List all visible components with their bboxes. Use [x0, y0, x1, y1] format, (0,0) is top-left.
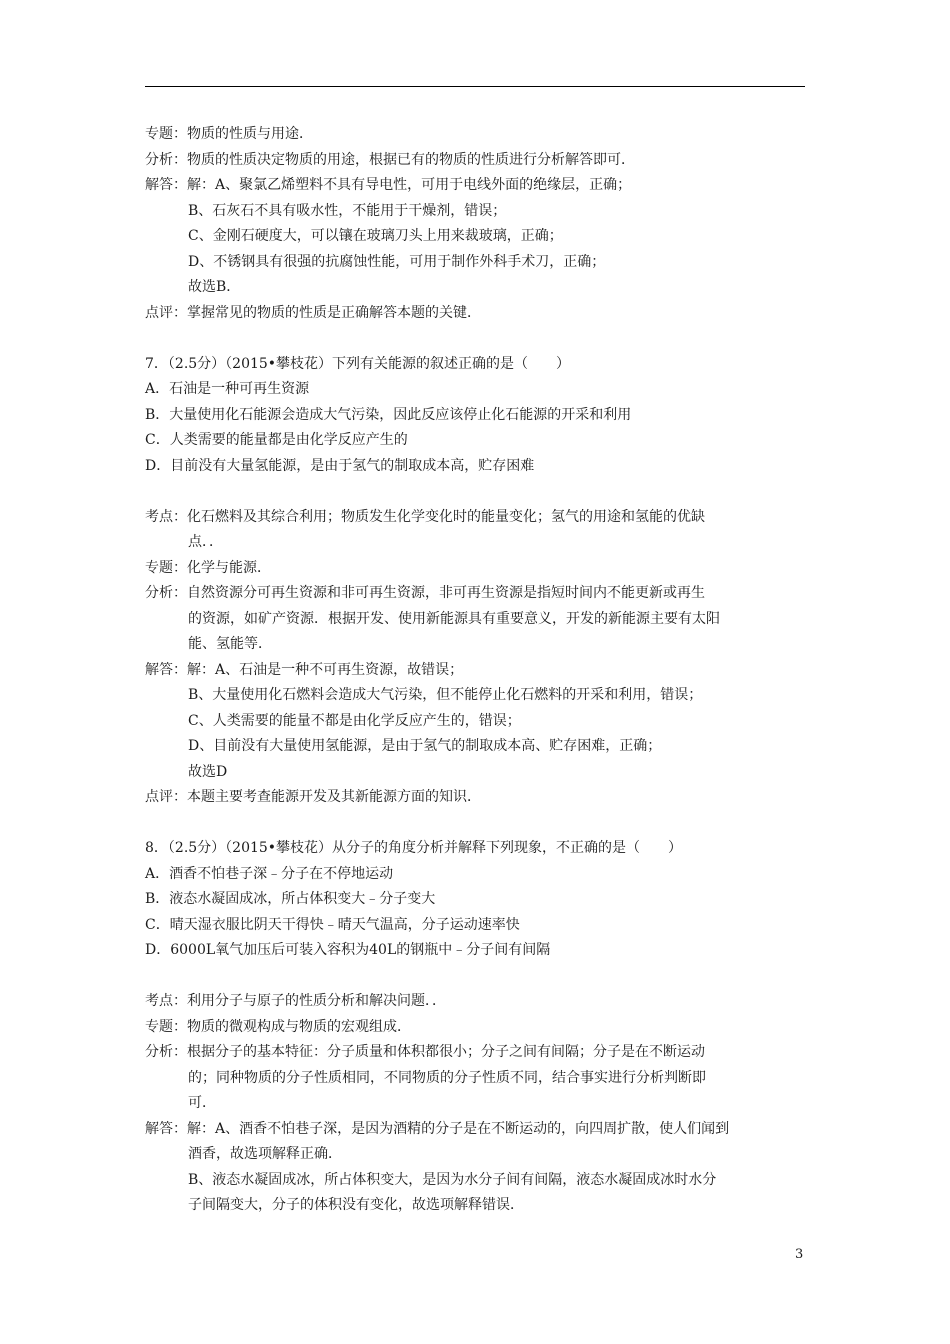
fenxi-text: 可．: [188, 1095, 216, 1111]
dianping-label: 点评：: [145, 789, 187, 805]
jieda-label: 解答：: [145, 177, 187, 193]
jieda-line: B、液态水凝固成冰，所占体积变大，是因为水分子间有间隔，液态水凝固成冰时水分: [188, 1171, 717, 1188]
zhuanti-label: 专题：: [145, 126, 187, 142]
q7-dianping: [145, 785, 810, 811]
option: D．6000L氧气加压后可装入容积为40L的钢瓶中﹣分子间有间隔: [145, 942, 551, 958]
option: D．目前没有大量氢能源，是由于氢气的制取成本高，贮存困难: [145, 457, 535, 474]
jieda-line: D、不锈钢具有很强的抗腐蚀性能，可用于制作外科手术刀，正确；: [188, 253, 606, 270]
q8-kaodian: [145, 989, 810, 1015]
prev-fenxi: [145, 148, 810, 174]
jieda-line: D、目前没有大量使用氢能源，是由于氢气的制取成本高、贮存困难，正确；: [188, 738, 662, 754]
zhuanti-label: 专题：: [145, 559, 187, 576]
page-content: [145, 122, 810, 1219]
q8-jieda: [145, 1117, 810, 1143]
jieda-line: C、人类需要的能量不都是由化学反应产生的，错误；: [188, 712, 521, 729]
option: B．大量使用化石能源会造成大气污染，因此反应该停止化石能源的开采和利用: [145, 406, 632, 423]
header-rule: [145, 86, 805, 87]
dianping-text: 掌握常见的物质的性质是正确解答本题的关键．: [187, 304, 481, 321]
zhuanti-label: 专题：: [145, 1018, 187, 1035]
fenxi-label: 分析：: [145, 585, 187, 601]
q7-fenxi: [145, 581, 810, 607]
option: C．晴天湿衣服比阴天干得快﹣晴天气温高，分子运动速率快: [145, 916, 520, 933]
jieda-line: B、大量使用化石燃料会造成大气污染，但不能停止化石燃料的开采和利用，错误；: [188, 687, 703, 703]
page-number: 3: [795, 1247, 804, 1262]
jieda-line: C、金刚石硬度大，可以镶在玻璃刀头上用来裁玻璃，正确；: [188, 228, 563, 244]
jieda-line: 故选B．: [188, 279, 241, 295]
dianping-text: 本题主要考查能源开发及其新能源方面的知识．: [187, 789, 481, 805]
q7-zhuanti: [145, 556, 810, 582]
fenxi-text: 的；同种物质的分子性质相同，不同物质的分子性质不同，结合事实进行分析判断即: [188, 1069, 706, 1086]
jieda-line: 解：A、酒香不怕巷子深，是因为酒精的分子是在不断运动的，向四周扩散，使人们闻到: [187, 1120, 730, 1137]
jieda-line: 解：A、聚氯乙烯塑料不具有导电性，可用于电线外面的绝缘层，正确；: [187, 177, 632, 193]
fenxi-text: 根据分子的基本特征：分子质量和体积都很小；分子之间有间隔；分子是在不断运动: [187, 1044, 705, 1060]
spacer: [145, 964, 810, 990]
fenxi-text: 自然资源分可再生资源和非可再生资源，非可再生资源是指短时间内不能更新或再生: [187, 585, 705, 601]
zhuanti-text: 化学与能源．: [187, 559, 271, 576]
fenxi-text: 能、氢能等．: [188, 636, 272, 652]
q8-fenxi: [145, 1040, 810, 1066]
spacer: [145, 479, 810, 505]
q8-zhuanti: [145, 1015, 810, 1041]
jieda-line: 酒香，故选项解释正确．: [188, 1146, 342, 1162]
option: A．酒香不怕巷子深﹣分子在不停地运动: [145, 865, 394, 882]
jieda-line: 子间隔变大，分子的体积没有变化，故选项解释错误．: [188, 1197, 524, 1213]
zhuanti-text: 物质的性质与用途．: [187, 126, 313, 142]
option: C．人类需要的能量都是由化学反应产生的: [145, 432, 408, 448]
fenxi-label: 分析：: [145, 151, 187, 168]
prev-dianping: [145, 301, 810, 327]
spacer: [145, 811, 810, 837]
spacer: [145, 326, 810, 352]
kaodian-label: 考点：: [145, 993, 187, 1009]
fenxi-text: 物质的性质决定物质的用途，根据已有的物质的性质进行分析解答即可．: [187, 151, 635, 168]
option: B．液态水凝固成冰，所占体积变大﹣分子变大: [145, 891, 436, 907]
kaodian-label: 考点：: [145, 508, 187, 525]
question-7-stem: 7．（2.5分）（2015•攀枝花）下列有关能源的叙述正确的是（ ）: [145, 355, 571, 372]
jieda-line: 解：A、石油是一种不可再生资源，故错误；: [187, 661, 464, 678]
kaodian-text: 利用分子与原子的性质分析和解决问题．．: [187, 993, 446, 1009]
dianping-label: 点评：: [145, 304, 187, 321]
prev-zhuanti: [145, 122, 810, 148]
option: A．石油是一种可再生资源: [145, 381, 310, 397]
jieda-line: 故选D: [188, 763, 228, 780]
jieda-line: B、石灰石不具有吸水性，不能用于干燥剂，错误；: [188, 202, 507, 219]
fenxi-label: 分析：: [145, 1044, 187, 1060]
prev-jieda: [145, 173, 810, 199]
q7-jieda: [145, 658, 810, 684]
kaodian-text: 化石燃料及其综合利用；物质发生化学变化时的能量变化；氢气的用途和氢能的优缺: [187, 508, 705, 525]
question-8-stem: 8．（2.5分）（2015•攀枝花）从分子的角度分析并解释下列现象，不正确的是（ ）: [145, 840, 683, 856]
jieda-label: 解答：: [145, 661, 187, 678]
zhuanti-text: 物质的微观构成与物质的宏观组成．: [187, 1018, 411, 1035]
kaodian-text: 点．．: [188, 534, 223, 550]
q7-kaodian: [145, 505, 810, 531]
jieda-label: 解答：: [145, 1120, 187, 1137]
fenxi-text: 的资源，如矿产资源．根据开发、使用新能源具有重要意义，开发的新能源主要有太阳: [188, 610, 720, 627]
